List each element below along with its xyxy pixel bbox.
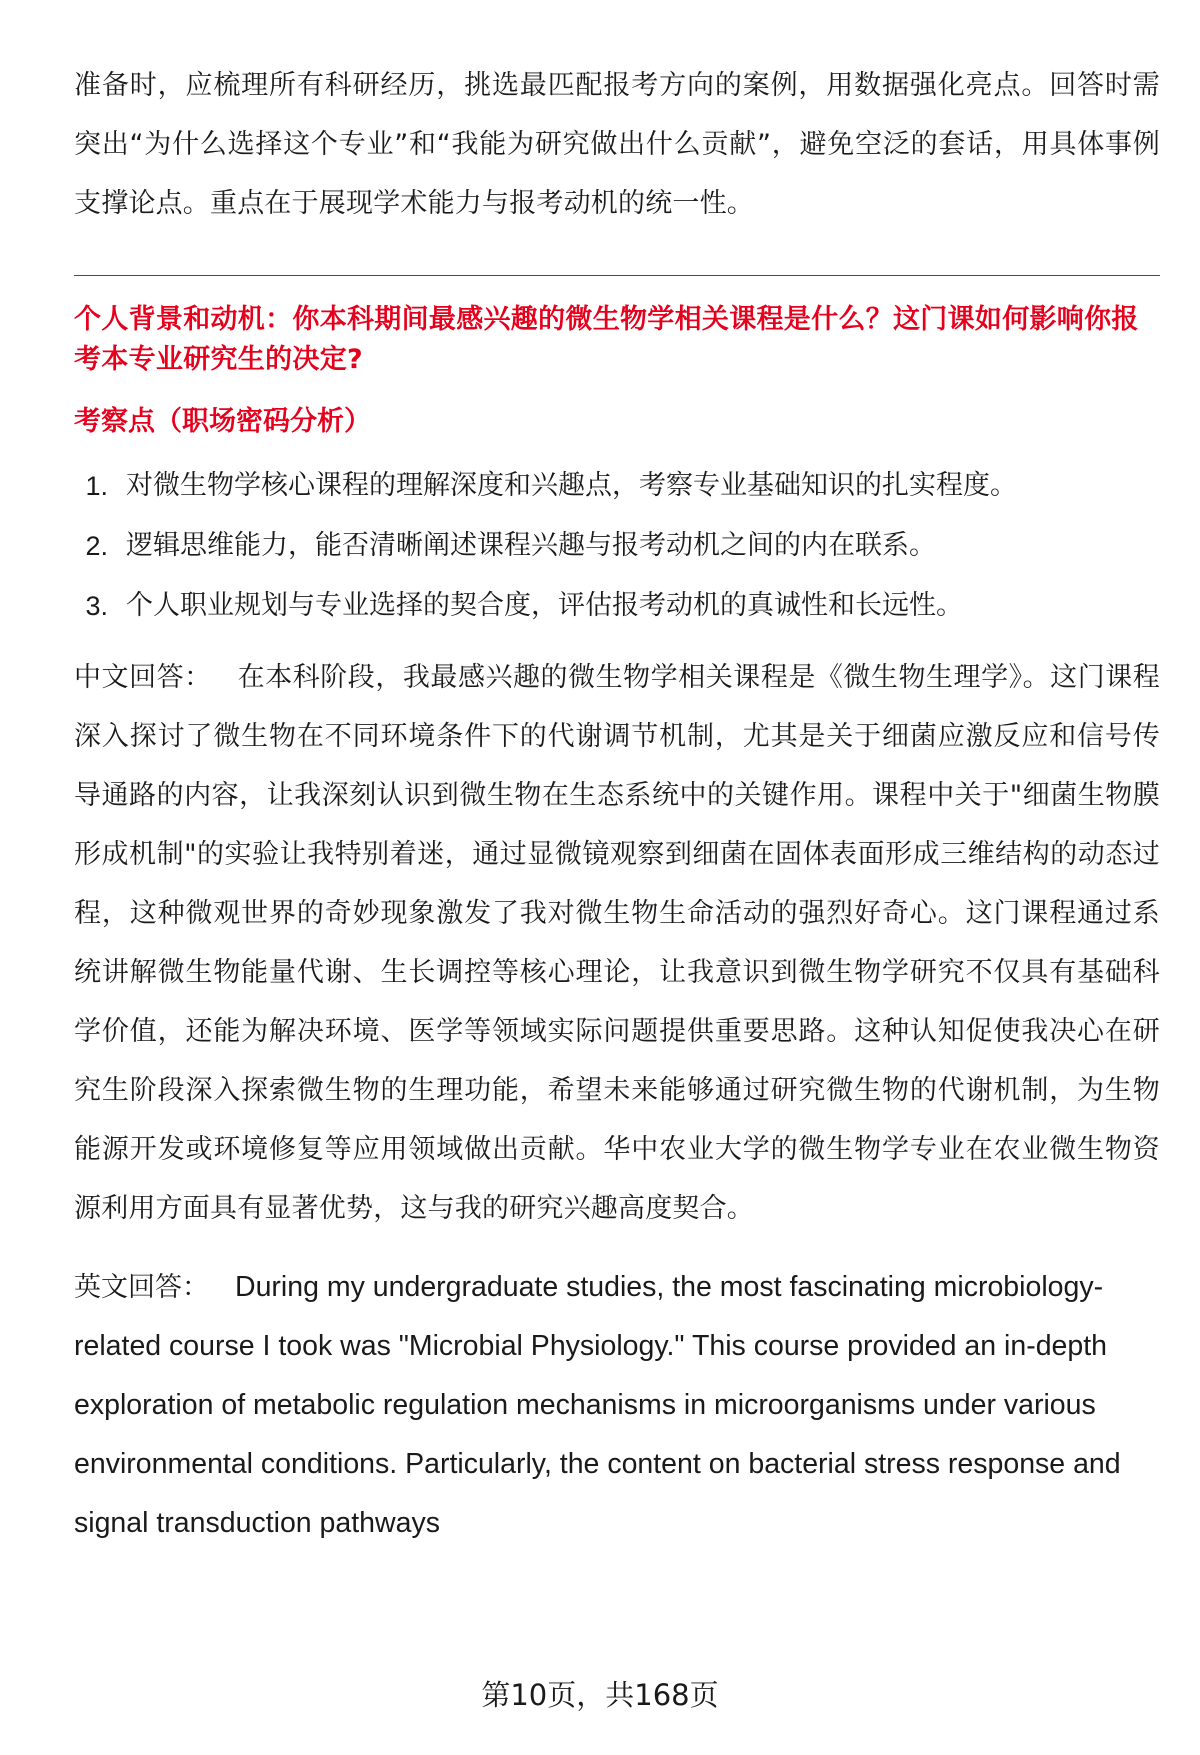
chinese-answer-text: 在本科阶段，我最感兴趣的微生物学相关课程是《微生物生理学》。这门课程深入探讨了微生物在不同环境条件下的代谢调节机制，尤其是关于细菌应激反应和信号传导通路的内容，让我深刻认识到微生物在生态系统中的关键作用。课程中关于"细菌生物膜形成机制"的实验让我特别着迷，通过显微镜观察到细菌在固体表面形成三维结构的动态过程，这种微观世界的奇妙现象激发了我对微生物生命活动的强烈好奇心。这门课程通过系统讲解微生物能量代谢、生长调控等核心理论，让我意识到微生物学研究不仅具有基础科学价值，还能为解决环境、医学等领域实际问题提供重要思路。这种认知促使我决心在研究生阶段深入探索微生物的生理功能，希望未来能够通过研究微生物的代谢机制，为生物能源开发或环境修复等应用领域做出贡献。华中农业大学的微生物学专业在农业微生物资源利用方面具有显著优势，这与我的研究兴趣高度契合。: [74, 662, 1160, 1224]
list-item-text: 个人职业规划与专业选择的契合度，评估报考动机的真诚性和长远性。: [126, 590, 963, 621]
english-answer-paragraph: [74, 1258, 1160, 1553]
list-item-number: 2.: [85, 531, 108, 561]
assessment-points-list: [74, 456, 1160, 636]
english-answer-text: During my undergraduate studies, the most fascinating microbiology-related course I took was "Microbial Physiology." This course provided an in-depth exploration of metabolic regulation mechanisms in microorganisms under various environmental conditions. Particularly, the content on bacterial stress response and signal transduction pathways: [74, 1271, 1121, 1539]
list-item: [74, 456, 1160, 516]
list-item: [74, 576, 1160, 636]
english-answer-label: 英文回答：: [74, 1272, 209, 1303]
chinese-answer-paragraph: [74, 648, 1160, 1238]
page-number-footer: 第10页，共168页: [481, 1678, 719, 1712]
list-item-number: 3.: [85, 591, 108, 621]
list-item-number: 1.: [85, 471, 108, 501]
question-title: 个人背景和动机：你本科期间最感兴趣的微生物学相关课程是什么？这门课如何影响你报考本专业研究生的决定?: [74, 304, 1139, 375]
document-page: [74, 56, 1160, 1553]
list-item: [74, 516, 1160, 576]
assessment-title: 考察点（职场密码分析）: [74, 406, 371, 437]
chinese-answer-label: 中文回答：: [74, 662, 212, 693]
list-item-text: 逻辑思维能力，能否清晰阐述课程兴趣与报考动机之间的内在联系。: [126, 530, 936, 561]
list-item-text: 对微生物学核心课程的理解深度和兴趣点，考察专业基础知识的扎实程度。: [126, 470, 1017, 501]
intro-paragraph: 准备时，应梳理所有科研经历，挑选最匹配报考方向的案例，用数据强化亮点。回答时需突出“为什么选择这个专业”和“我能为研究做出什么贡献”，避免空泛的套话，用具体事例支撑论点。重点在于展现学术能力与报考动机的统一性。: [74, 70, 1160, 219]
section-divider: [74, 275, 1160, 276]
